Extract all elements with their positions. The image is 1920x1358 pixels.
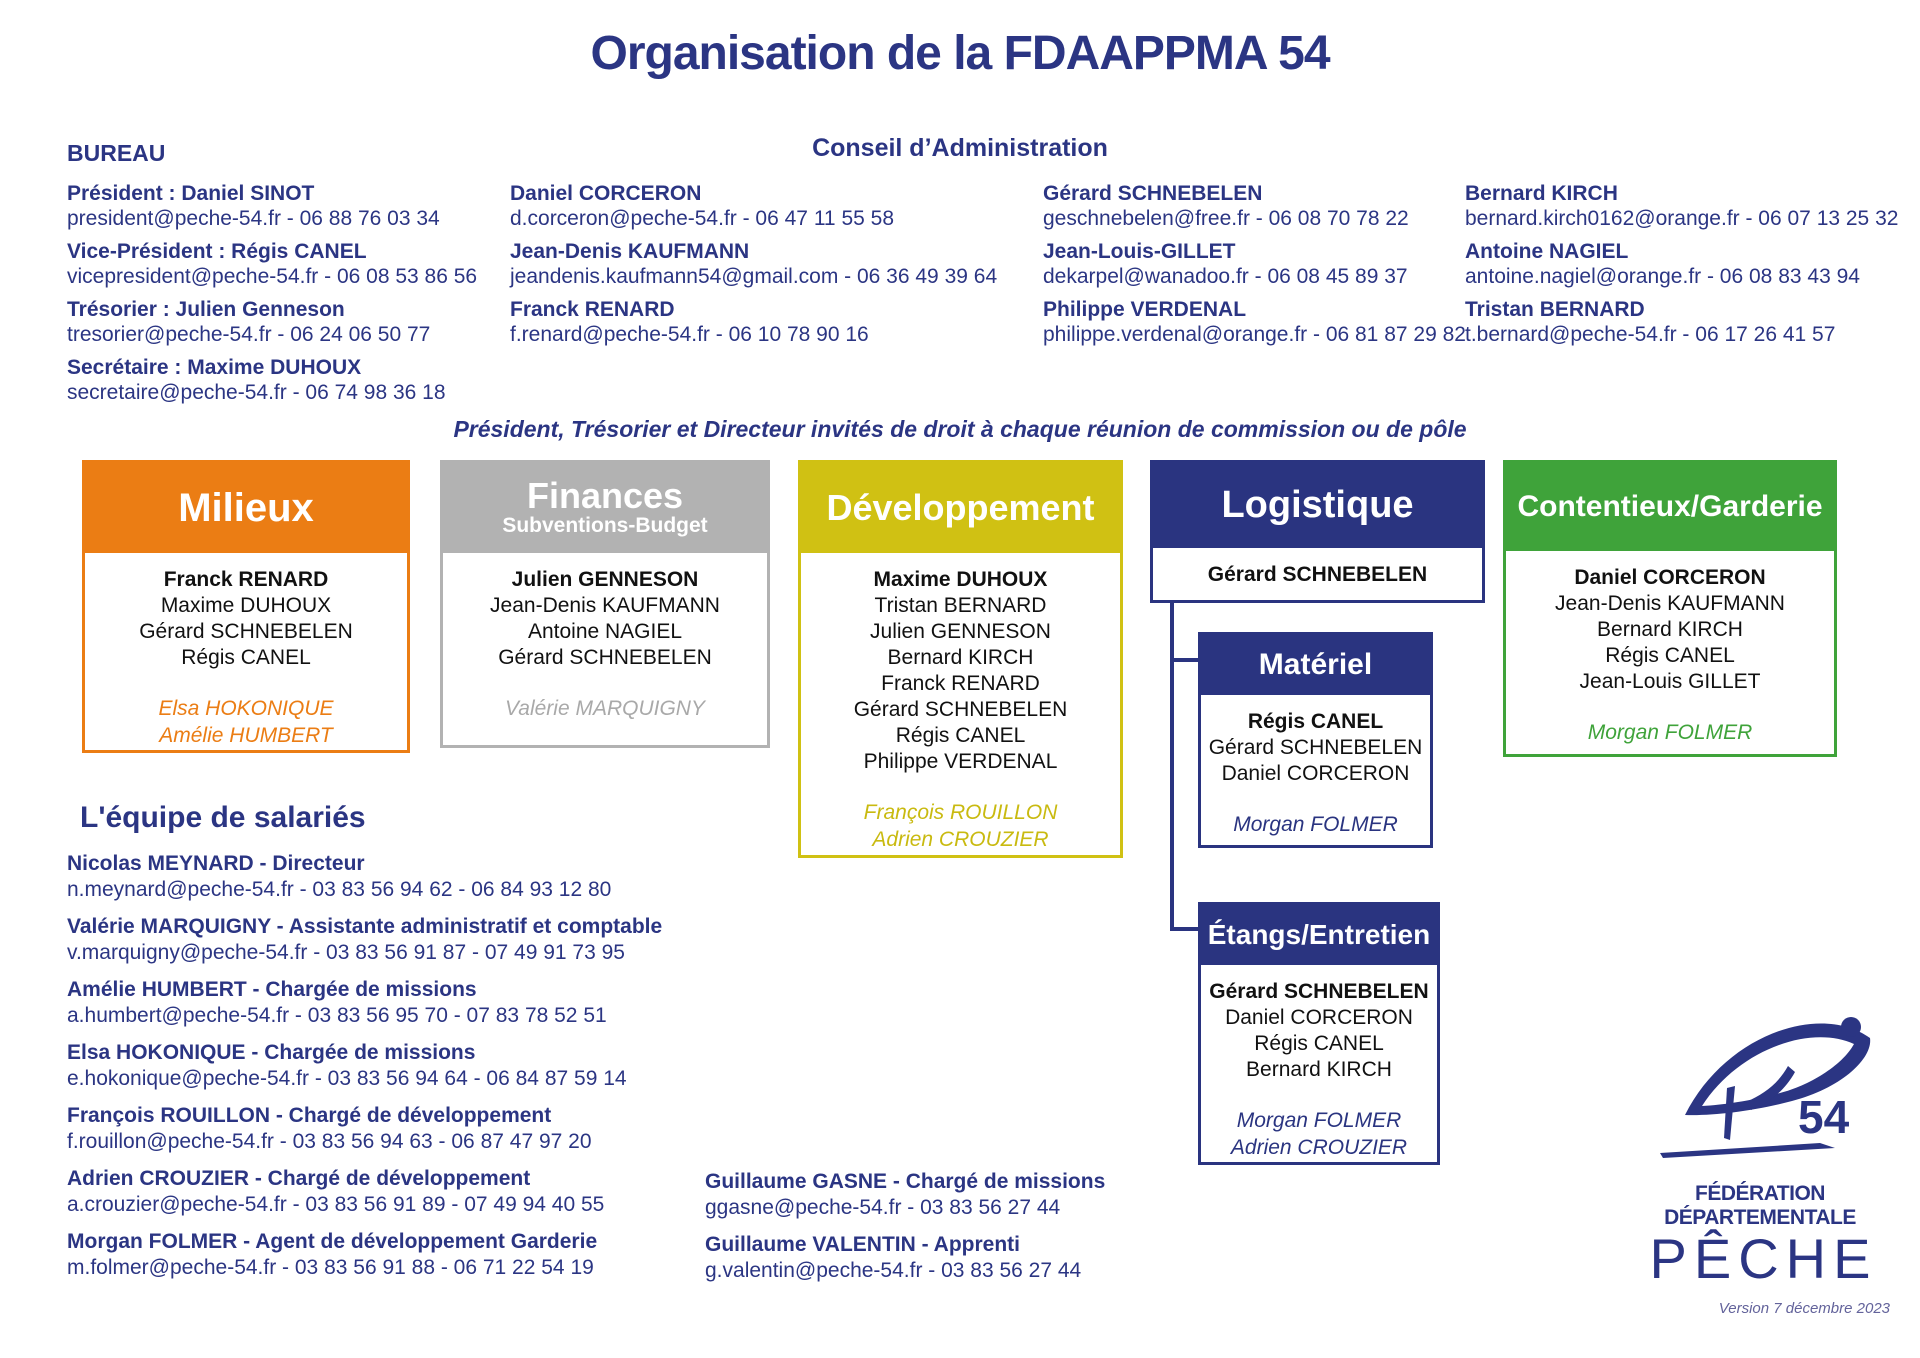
commission-header — [1506, 463, 1834, 551]
contact-name: Gérard SCHNEBELEN — [1043, 182, 1263, 205]
version-label: Version 7 décembre 2023 — [1718, 1300, 1890, 1317]
page-title: Organisation de la FDAAPPMA 54 — [590, 27, 1330, 80]
staff-email-phone: e.hokonique@peche-54.fr - 03 83 56 94 64 - 06 84 87 59 14 — [67, 1067, 627, 1090]
commission-header — [1153, 463, 1482, 548]
pole-title: Matériel — [1258, 648, 1373, 681]
contact-entry — [1465, 297, 1898, 347]
staff-entry — [705, 1169, 1105, 1221]
contact-entry — [1465, 181, 1898, 231]
conseil-administration-title: Conseil d’Administration — [812, 134, 1108, 162]
staff-name-role: Nicolas MEYNARD - Directeur — [67, 852, 365, 875]
staff-entry — [67, 1229, 662, 1281]
commission-header — [85, 463, 407, 553]
commission-staff: Amélie HUMBERT — [159, 724, 333, 747]
pole-member: Bernard KIRCH — [1246, 1058, 1392, 1081]
contact-entry — [1043, 297, 1466, 347]
commission-title: Logistique — [1221, 484, 1414, 526]
staff-email-phone: a.humbert@peche-54.fr - 03 83 56 95 70 - 07 83 78 52 51 — [67, 1004, 607, 1027]
connector-vertical-line — [1170, 601, 1174, 931]
pole-box-materiel — [1198, 632, 1433, 848]
logo-federation-text: FÉDÉRATION DÉPARTEMENTALE — [1664, 1182, 1856, 1229]
staff-email-phone: ggasne@peche-54.fr - 03 83 56 27 44 — [705, 1196, 1061, 1219]
invitation-note: Président, Trésorier et Directeur invités de droit à chaque réunion de commission ou de pôle — [453, 416, 1467, 442]
pole-leader: Régis CANEL — [1247, 710, 1384, 733]
contact-entry — [67, 355, 477, 405]
pole-header — [1201, 905, 1437, 965]
contact-name: Franck RENARD — [510, 298, 675, 321]
contact-name: Président : Daniel SINOT — [67, 182, 315, 205]
commission-box-logistique — [1150, 460, 1485, 603]
commission-member: Régis CANEL — [1605, 644, 1735, 667]
staff-email-phone: m.folmer@peche-54.fr - 03 83 56 91 88 - 06 71 22 54 19 — [67, 1256, 594, 1279]
contact-email-phone: t.bernard@peche-54.fr - 06 17 26 41 57 — [1465, 323, 1836, 346]
contact-entry — [1043, 239, 1466, 289]
staff-name-role: Elsa HOKONIQUE - Chargée de missions — [67, 1041, 476, 1064]
contact-email-phone: tresorier@peche-54.fr - 06 24 06 50 77 — [67, 323, 431, 346]
contact-email-phone: f.renard@peche-54.fr - 06 10 78 90 16 — [510, 323, 869, 346]
conseil-column-2 — [1043, 181, 1466, 355]
staff-name-role: Guillaume GASNE - Chargé de missions — [705, 1170, 1106, 1193]
commission-staff-list — [1506, 719, 1834, 746]
commission-member: Jean-Denis KAUFMANN — [490, 594, 720, 617]
staff-entry — [67, 851, 662, 903]
staff-entry — [705, 1232, 1105, 1284]
pole-staff-list — [1201, 1107, 1437, 1161]
commission-member: Julien GENNESON — [870, 620, 1051, 643]
commission-member: Bernard KIRCH — [887, 646, 1034, 669]
commission-leader: Franck RENARD — [163, 568, 329, 591]
contact-entry — [67, 239, 477, 289]
commission-box-contentieux-garderie — [1503, 460, 1837, 757]
connector-to-materiel — [1170, 658, 1200, 662]
commission-member: Régis CANEL — [181, 646, 311, 669]
commission-box-finances — [440, 460, 770, 748]
commission-subtitle: Subventions-Budget — [502, 514, 708, 537]
commission-header — [801, 463, 1120, 553]
contact-email-phone: d.corceron@peche-54.fr - 06 47 11 55 58 — [510, 207, 894, 230]
commission-title: Développement — [826, 487, 1095, 528]
equipe-heading: L'équipe de salariés — [80, 801, 366, 834]
commission-member: Maxime DUHOUX — [160, 594, 332, 617]
commission-staff-list — [85, 695, 407, 749]
commission-member: Franck RENARD — [881, 672, 1040, 695]
commission-staff: Valérie MARQUIGNY — [505, 697, 705, 720]
pole-staff: Morgan FOLMER — [1233, 813, 1398, 836]
contact-entry — [510, 181, 997, 231]
contact-entry — [510, 239, 997, 289]
commission-staff: Elsa HOKONIQUE — [158, 697, 334, 720]
pole-member: Gérard SCHNEBELEN — [1208, 736, 1423, 759]
contact-name: Trésorier : Julien Genneson — [67, 298, 345, 321]
commission-title: Milieux — [178, 485, 314, 530]
contact-name: Antoine NAGIEL — [1465, 240, 1629, 263]
contact-name: Jean-Louis-GILLET — [1043, 240, 1236, 263]
commission-staff: Morgan FOLMER — [1587, 721, 1753, 744]
commission-member: Gérard SCHNEBELEN — [853, 698, 1068, 721]
commission-body — [443, 553, 767, 722]
contact-email-phone: geschnebelen@free.fr - 06 08 70 78 22 — [1043, 207, 1409, 230]
contact-entry — [67, 181, 477, 231]
fish-logo-icon — [1630, 1000, 1890, 1175]
pole-body — [1201, 695, 1430, 838]
staff-name-role: François ROUILLON - Chargé de développement — [67, 1104, 552, 1127]
commission-member: Jean-Louis GILLET — [1579, 670, 1761, 693]
contact-email-phone: bernard.kirch0162@orange.fr - 06 07 13 25 32 — [1465, 207, 1899, 230]
conseil-column-3 — [1465, 181, 1898, 355]
pole-member: Daniel CORCERON — [1221, 762, 1410, 785]
commission-title: Finances — [526, 475, 684, 516]
contact-entry — [1043, 181, 1466, 231]
staff-email-phone: g.valentin@peche-54.fr - 03 83 56 27 44 — [705, 1259, 1082, 1282]
commission-leader: Daniel CORCERON — [1574, 566, 1766, 589]
commission-header — [443, 463, 767, 553]
commission-body — [801, 553, 1120, 853]
commission-member: Régis CANEL — [895, 724, 1026, 747]
contact-name: Philippe VERDENAL — [1043, 298, 1247, 321]
equipe-column-right — [705, 1169, 1105, 1295]
staff-email-phone: f.rouillon@peche-54.fr - 03 83 56 94 63 - 06 87 47 97 20 — [67, 1130, 592, 1153]
staff-email-phone: n.meynard@peche-54.fr - 03 83 56 94 62 - 06 84 93 12 80 — [67, 878, 612, 901]
commission-box-milieux — [82, 460, 410, 753]
contact-email-phone: vicepresident@peche-54.fr - 06 08 53 86 56 — [67, 265, 478, 288]
contact-email-phone: president@peche-54.fr - 06 88 76 03 34 — [67, 207, 440, 230]
commission-body — [1506, 551, 1834, 746]
staff-entry — [67, 1040, 662, 1092]
commission-staff-list — [443, 695, 767, 722]
pole-staff: Morgan FOLMER — [1236, 1109, 1402, 1132]
pole-header — [1201, 635, 1430, 695]
commission-member: Gérard SCHNEBELEN — [498, 646, 712, 669]
staff-name-role: Guillaume VALENTIN - Apprenti — [705, 1233, 1021, 1256]
commission-staff: François ROUILLON — [863, 801, 1058, 824]
staff-name-role: Adrien CROUZIER - Chargé de développement — [67, 1167, 531, 1190]
contact-email-phone: philippe.verdenal@orange.fr - 06 81 87 29 82 — [1043, 323, 1466, 346]
commission-staff-list — [801, 799, 1120, 853]
equipe-column-left — [67, 851, 662, 1292]
contact-name: Vice-Président : Régis CANEL — [67, 240, 367, 263]
commission-member: Gérard SCHNEBELEN — [139, 620, 353, 643]
pole-leader: Gérard SCHNEBELEN — [1209, 980, 1429, 1003]
staff-name-role: Morgan FOLMER - Agent de développement Garderie — [67, 1230, 598, 1253]
commission-staff: Adrien CROUZIER — [872, 828, 1049, 851]
commission-box-developpement — [798, 460, 1123, 858]
staff-entry — [67, 977, 662, 1029]
staff-name-role: Valérie MARQUIGNY - Assistante administratif et comptable — [67, 915, 663, 938]
staff-entry — [67, 914, 662, 966]
staff-name-role: Amélie HUMBERT - Chargée de missions — [67, 978, 477, 1001]
pole-member: Daniel CORCERON — [1225, 1006, 1413, 1029]
contact-name: Secrétaire : Maxime DUHOUX — [67, 356, 362, 379]
pole-member: Régis CANEL — [1254, 1032, 1384, 1055]
connector-to-etangs — [1170, 927, 1200, 931]
federation-logo — [1630, 1000, 1890, 1288]
commission-body — [1153, 548, 1482, 588]
contact-email-phone: jeandenis.kaufmann54@gmail.com - 06 36 49 39 64 — [510, 265, 998, 288]
bureau-heading: BUREAU — [67, 140, 166, 166]
logo-peche-text: PÊCHE — [1649, 1227, 1878, 1290]
pole-staff-list — [1201, 811, 1430, 838]
contact-email-phone: antoine.nagiel@orange.fr - 06 08 83 43 94 — [1465, 265, 1860, 288]
commission-member: Tristan BERNARD — [874, 594, 1047, 617]
commission-body — [85, 553, 407, 749]
staff-entry — [67, 1103, 662, 1155]
commission-leader: Julien GENNESON — [511, 568, 699, 591]
contact-name: Daniel CORCERON — [510, 182, 702, 205]
commission-leader: Maxime DUHOUX — [873, 568, 1048, 591]
staff-email-phone: v.marquigny@peche-54.fr - 03 83 56 91 87 - 07 49 91 73 95 — [67, 941, 625, 964]
pole-box-etangs-entretien — [1198, 902, 1440, 1165]
contact-entry — [67, 297, 477, 347]
pole-body — [1201, 965, 1437, 1161]
pole-title: Étangs/Entretien — [1207, 919, 1431, 950]
commission-title: Contentieux/Garderie — [1517, 490, 1823, 523]
pole-staff: Adrien CROUZIER — [1230, 1136, 1408, 1159]
commission-leader: Gérard SCHNEBELEN — [1207, 563, 1428, 586]
logo-number: 54 — [1798, 1091, 1850, 1143]
contact-name: Bernard KIRCH — [1465, 182, 1618, 205]
staff-email-phone: a.crouzier@peche-54.fr - 03 83 56 91 89 - 07 49 94 40 55 — [67, 1193, 605, 1216]
conseil-column-1 — [510, 181, 997, 355]
commission-member: Jean-Denis KAUFMANN — [1555, 592, 1785, 615]
contact-name: Tristan BERNARD — [1465, 298, 1645, 321]
staff-entry — [67, 1166, 662, 1218]
commission-member: Bernard KIRCH — [1597, 618, 1743, 641]
bureau-column — [67, 181, 477, 413]
contact-email-phone: dekarpel@wanadoo.fr - 06 08 45 89 37 — [1043, 265, 1408, 288]
commission-member: Philippe VERDENAL — [863, 750, 1058, 773]
contact-email-phone: secretaire@peche-54.fr - 06 74 98 36 18 — [67, 381, 446, 404]
contact-entry — [510, 297, 997, 347]
contact-entry — [1465, 239, 1898, 289]
contact-name: Jean-Denis KAUFMANN — [510, 240, 750, 263]
commission-member: Antoine NAGIEL — [527, 620, 683, 643]
